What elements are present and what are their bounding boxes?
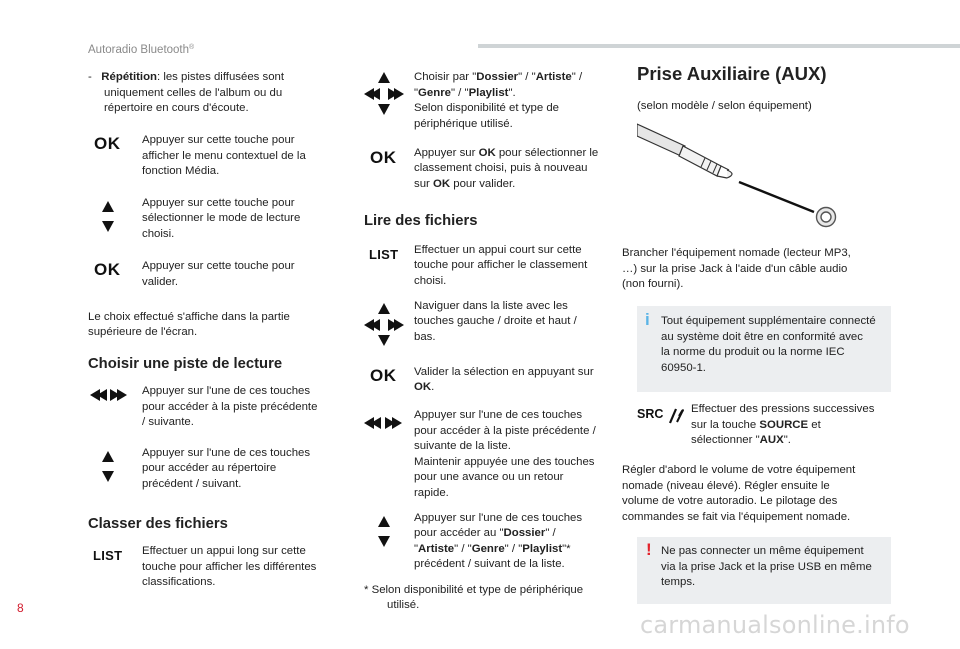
text-line: Le choix effectué s'affiche dans la partie (88, 311, 290, 323)
text-line: pour accéder au " (414, 527, 504, 539)
text-line: temps. (661, 576, 696, 588)
footnote: * Selon disponibilité et type de périphérique (364, 584, 584, 596)
text-line (414, 526, 556, 541)
aux-socket-hole (821, 212, 831, 222)
src-key-icon (637, 407, 687, 425)
text-line: Appuyer sur l'une de ces touches (414, 409, 583, 421)
phone-slash-icon (667, 408, 685, 424)
left-right-arrows-icon (364, 417, 404, 429)
text-line (414, 177, 515, 192)
text-line: pour valider. (450, 178, 516, 190)
jack-tip (717, 176, 727, 178)
text-line: choisi. (142, 228, 175, 240)
up-arrow-icon (378, 516, 390, 527)
bold-term: AUX (759, 434, 784, 446)
up-arrow-icon (378, 72, 390, 83)
text-line: Appuyer sur cette touche pour (142, 134, 295, 146)
ok-key-icon: OK (94, 260, 121, 279)
right-arrow-icon (394, 88, 404, 100)
bold-term: Playlist (522, 543, 563, 555)
up-arrow-icon (102, 201, 114, 212)
warning-icon: ! (646, 540, 652, 559)
text-line: nomade (niveau élevé). Régler ensuite le (622, 480, 830, 492)
text-line: Effectuer un appui court sur cette (414, 244, 582, 256)
text-line: touche pour afficher le classement (414, 259, 588, 271)
text-line: la norme du produit ou la norme IEC (661, 346, 845, 358)
text-line: et (808, 419, 821, 431)
text-line: " (414, 543, 419, 555)
up-arrow-icon (102, 451, 114, 462)
bold-term: OK (414, 381, 432, 393)
text-line: répertoire en cours d'écoute. (104, 102, 249, 114)
down-arrow-icon (102, 221, 114, 232)
left-arrow-icon (370, 88, 380, 100)
text-line (691, 418, 821, 433)
text-line: Naviguer dans la liste avec les (414, 300, 568, 312)
text-line: Effectuer un appui long sur cette (142, 545, 306, 557)
text-line: sélectionner " (691, 434, 760, 446)
list-key-icon: LIST (369, 247, 399, 262)
text-line: Appuyer sur cette touche pour (142, 197, 295, 209)
text-line (414, 146, 598, 161)
insertion-line (739, 182, 814, 212)
text-line: périphérique utilisé. (414, 118, 513, 130)
registered-mark: ® (189, 44, 195, 51)
text-line: Choisir par " (414, 71, 477, 83)
text-line: pour une avance ou un retour (414, 471, 564, 483)
up-down-arrows-icon (378, 516, 390, 548)
text-line: Valider la sélection en appuyant sur (414, 366, 594, 378)
text-line: Appuyer sur l'une de ces touches (142, 385, 311, 397)
page-number: 8 (17, 601, 24, 615)
bold-term: OK (433, 178, 451, 190)
footnote: utilisé. (387, 599, 420, 611)
up-down-arrows-icon (102, 451, 114, 483)
bold-term: Dossier (503, 527, 546, 539)
text-line: Tout équipement supplémentaire connecté (661, 315, 876, 327)
text-line: " / " (450, 87, 469, 99)
right-arrow-icon (117, 389, 127, 401)
text-line: Effectuer des pressions successives (691, 403, 875, 415)
text-line: via la prise Jack et la prise USB en même (661, 561, 872, 573)
list-key-icon: LIST (93, 548, 123, 563)
text-line: : les pistes diffusées sont (156, 71, 285, 83)
four-way-arrows-icon (364, 303, 404, 347)
phone-shape (677, 410, 683, 422)
text-line: / suivante. (142, 416, 194, 428)
text-line: supérieure de l'écran. (88, 326, 198, 338)
text-line: (non fourni). (622, 278, 684, 290)
text-line: classifications. (142, 576, 216, 588)
text-line: uniquement celles de l'album ou du (104, 87, 283, 99)
text-line: . (431, 381, 435, 393)
dash: - (88, 71, 92, 83)
text-line: ". (783, 434, 791, 446)
repetition-label: Répétition (101, 71, 157, 83)
down-arrow-icon (378, 104, 390, 115)
section-heading: Lire des fichiers (364, 213, 478, 229)
jack-plug-shaft (679, 146, 721, 176)
ok-key-icon: OK (370, 366, 397, 385)
bold-term: SOURCE (759, 419, 809, 431)
jack-plug-body (637, 124, 685, 156)
info-icon: i (645, 310, 650, 329)
slash (670, 409, 676, 423)
section-heading: Classer des fichiers (88, 516, 228, 532)
text-line: Régler d'abord le volume de votre équipement (622, 464, 856, 476)
right-arrow-icon (394, 319, 404, 331)
bold-term: Artiste (535, 71, 572, 83)
text-line: touches gauche / droite et haut / (414, 315, 577, 327)
text-line (414, 70, 582, 85)
up-arrow-icon (378, 303, 390, 314)
text-line: " / " (504, 543, 523, 555)
ok-key-icon: OK (370, 148, 397, 167)
text-line: "* (562, 543, 571, 555)
four-way-arrows-icon (364, 72, 404, 116)
watermark: carmanualsonline.info (640, 611, 910, 639)
text-line: sélectionner le mode de lecture (142, 212, 301, 224)
text-line: commandes se fait via l'équipement nomade. (622, 511, 851, 523)
text-line: choisi. (414, 275, 447, 287)
text-line (414, 86, 516, 101)
text-line: " / " (454, 543, 472, 555)
bold-term: Artiste (418, 543, 455, 555)
down-arrow-icon (378, 335, 390, 346)
bold-term: Genre (418, 87, 451, 99)
text-line: afficher le menu contextuel de la (142, 150, 306, 162)
text-line: Appuyer sur l'une de ces touches (142, 447, 311, 459)
text-line: " (414, 87, 419, 99)
bold-term: Dossier (476, 71, 519, 83)
text-line: ". (508, 87, 516, 99)
right-arrow-icon (392, 417, 402, 429)
down-arrow-icon (102, 471, 114, 482)
left-arrow-icon (97, 389, 107, 401)
text-line: Brancher l'équipement nomade (lecteur MP3, (622, 247, 851, 259)
text-line: …) sur la prise Jack à l'aide d'un câble audio (622, 263, 848, 275)
text-line: sur la touche (691, 419, 760, 431)
text-line: Ne pas connecter un même équipement (661, 545, 864, 557)
header-rule (478, 44, 960, 48)
repetition-item (88, 70, 284, 85)
bold-term: Genre (471, 543, 505, 555)
text-line: volume de votre autoradio. Le pilotage des (622, 495, 838, 507)
left-arrow-icon (370, 319, 380, 331)
jack-plug-illustration (637, 120, 843, 230)
text-line: pour sélectionner le (495, 147, 599, 159)
text-line: " / (545, 527, 556, 539)
text-line (691, 433, 791, 448)
left-arrow-icon (371, 417, 381, 429)
text-line: " / (571, 71, 583, 83)
jack-tip (721, 166, 729, 170)
text-line: " / " (518, 71, 536, 83)
text-line: fonction Média. (142, 165, 220, 177)
text-line: pour accéder à la piste précédente / (414, 425, 596, 437)
text-line: pour accéder à la piste précédente (142, 401, 318, 413)
bold-term: OK (478, 147, 496, 159)
text-line: Appuyer sur (414, 147, 479, 159)
text-line: sur (414, 178, 433, 190)
down-arrow-icon (378, 536, 390, 547)
text-line: précédent / suivant. (142, 478, 242, 490)
text-line: (selon modèle / selon équipement) (637, 100, 812, 112)
text-line: Appuyer sur l'une de ces touches (414, 512, 583, 524)
text-line: bas. (414, 331, 436, 343)
running-header (88, 40, 194, 58)
text-line (414, 380, 434, 395)
text-line: valider. (142, 276, 179, 288)
left-right-arrows-icon (90, 389, 128, 401)
text-line: Appuyer sur cette touche pour (142, 260, 295, 272)
text-line: classement choisi, puis à nouveau (414, 162, 588, 174)
jack-tip (727, 170, 732, 178)
src-key-label: SRC (637, 407, 664, 421)
text-line: suivante de la liste. (414, 440, 511, 452)
section-heading: Choisir une piste de lecture (88, 356, 283, 372)
ok-key-icon: OK (94, 134, 121, 153)
text-line: rapide. (414, 487, 449, 499)
up-down-arrows-icon (102, 201, 114, 233)
text-line: Maintenir appuyée une des touches (414, 456, 595, 468)
header-title: Autoradio Bluetooth (88, 44, 190, 56)
main-heading: Prise Auxiliaire (AUX) (637, 63, 827, 84)
text-line: au système doit être en conformité avec (661, 331, 863, 343)
text-line: Selon disponibilité et type de (414, 102, 560, 114)
text-line: précédent / suivant de la liste. (414, 558, 565, 570)
bold-term: Playlist (468, 87, 509, 99)
text-line: touche pour afficher les différentes (142, 561, 317, 573)
text-line: 60950-1. (661, 362, 706, 374)
text-line (414, 542, 571, 557)
text-line: pour accéder au répertoire (142, 462, 277, 474)
